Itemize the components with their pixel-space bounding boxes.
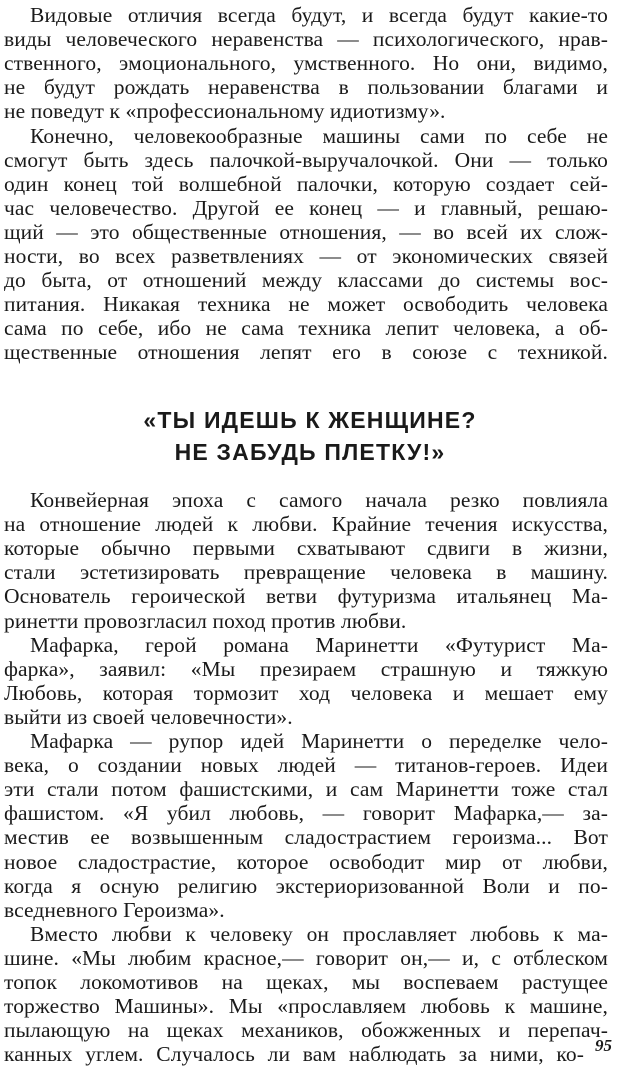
text-line: Вместо любви к человеку он прославляет любовь к ма- [30,921,608,946]
text-line: новое сладострастие, которое освободит мир от любви, [4,849,608,874]
text-line: местив ее возвышенным сладострастием героизма... Вот [4,825,608,850]
text-line: ственного, эмоционального, умственного. Но они, видимо, [4,51,608,76]
text-line: топок локомотивов на щеках, мы воспеваем растущее [4,970,608,994]
text-line: канных углем. Случалось ли вам наблюдать за ними, ко- [4,1042,584,1067]
text-line: виды человеческого неравенства — психологического, нрав- [4,27,608,52]
text-line: ности, во всех разветвлениях — от экономических связей [4,244,608,268]
text-line: один конец той волшебной палочки, которую создает сей- [4,171,608,196]
text-line: Мафарка — рупор идей Маринетти о переделке чело- [30,729,608,753]
text-line: шине. «Мы любим красное,— говорит он,— и, с отблеском [4,945,608,970]
text-line: фарка», заявил: «Мы презираем страшную и тяжкую [4,656,608,681]
text-line: вседневного Героизма». [4,897,225,922]
text-line: века, о создании новых людей — титанов-героев. Идеи [4,753,608,778]
text-line: час человечество. Другой ее конец — и главный, решаю- [4,195,608,220]
text-line: питания. Никакая техника не может освободить человека [4,292,608,317]
text-line: щественные отношения лепят его в союзе с техникой. [4,340,608,365]
text-line: ринетти провозгласил поход против любви. [4,608,407,633]
text-line: не поведут к «профессиональному идиотизму». [4,99,446,124]
text-line: щий — это общественные отношения, — во всей их слож- [4,219,608,244]
text-line: не будут рождать неравенства в пользовании благами и [4,75,608,100]
text-line: выйти из своей человечности». [4,704,293,729]
text-line: Мафарка, герой романа Маринетти «Футурист Ма- [30,632,608,657]
text-line: Основатель героической ветви футуризма итальянец Ма- [4,584,608,609]
text-line: которые обычно первыми схватывают сдвиги в жизни, [4,536,608,561]
text-line: Видовые отличия всегда будут, и всегда будут какие-то [30,3,608,27]
section-heading-line-1: «ТЫ ИДЕШЬ К ЖЕНЩИНЕ? [143,407,477,433]
text-line: фашистом. «Я убил любовь, — говорит Мафарка,— за- [4,801,608,826]
text-line: стали эстетизировать превращение человека в машину. [4,560,608,585]
page-number: 95 [595,1036,612,1055]
section-heading-line-2: НЕ ЗАБУДЬ ПЛЕТКУ!» [174,439,446,465]
text-line: смогут быть здесь палочкой-выручалочкой. Они — только [4,147,608,172]
text-line: пылающую на щеках механиков, обожженных и перепач- [4,1018,608,1043]
text-line: эти стали потом фашистскими, и сам Маринетти тоже стал [4,777,608,802]
text-line: Конвейерная эпоха с самого начала резко повлияла [30,488,608,512]
text-line: на отношение людей к любви. Крайние течения искусства, [4,512,608,537]
text-line: до быта, от отношений между классами до системы вос- [4,268,608,293]
text-line: Конечно, человекообразные машины сами по себе не [30,123,608,148]
text-line: сама по себе, ибо не сама техника лепит человека, а об- [4,316,608,341]
text-line: Любовь, которая тормозит ход человека и мешает ему [4,680,608,705]
text-line: торжество Машины». Мы «прославляем любовь к машине, [4,994,608,1019]
text-line: когда я осную религию экстериоризованной Воли и по- [4,873,608,898]
